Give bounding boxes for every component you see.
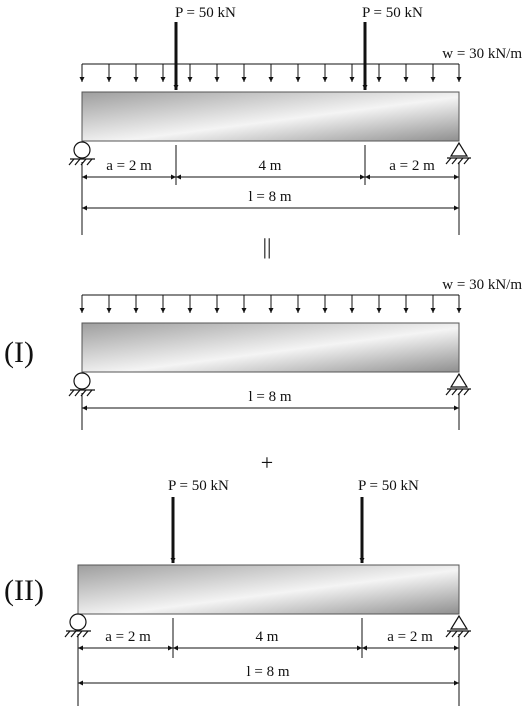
diagram-case-i — [4, 277, 522, 430]
hinge-support-right — [446, 143, 471, 164]
diagram-case-ii — [4, 478, 471, 706]
diagram-combined — [69, 5, 522, 235]
distributed-load-arrows — [82, 295, 459, 313]
plus-sign: + — [260, 450, 274, 475]
dim-total-label: l = 8 m — [248, 389, 292, 405]
case-label-i: (I) — [4, 336, 34, 369]
case-label-ii: (II) — [4, 574, 44, 607]
equals-sign: || — [262, 234, 272, 259]
beam — [78, 565, 459, 614]
pin-support-left — [69, 142, 95, 165]
dim-mid-label: 4 m — [258, 158, 282, 174]
distributed-load-arrows — [82, 64, 459, 82]
dim-total-label: l = 8 m — [246, 664, 290, 680]
beam — [82, 92, 459, 141]
distributed-load-label: w = 30 kN/m — [442, 277, 522, 293]
dim-total-label: l = 8 m — [248, 189, 292, 205]
beam — [82, 323, 459, 372]
point-load-right-label: P = 50 kN — [358, 478, 419, 494]
pin-support-left — [69, 373, 95, 396]
dim-a-left-label: a = 2 m — [105, 629, 151, 645]
point-load-left-label: P = 50 kN — [175, 5, 236, 21]
dim-a-right-label: a = 2 m — [387, 629, 433, 645]
point-load-right-label: P = 50 kN — [362, 5, 423, 21]
pin-support-left — [65, 614, 91, 637]
hinge-support-right — [446, 374, 471, 395]
hinge-support-right — [446, 616, 471, 637]
distributed-load-label: w = 30 kN/m — [442, 46, 522, 62]
dim-mid-label: 4 m — [255, 629, 279, 645]
point-load-left-label: P = 50 kN — [168, 478, 229, 494]
dim-a-right-label: a = 2 m — [389, 158, 435, 174]
dim-a-left-label: a = 2 m — [106, 158, 152, 174]
